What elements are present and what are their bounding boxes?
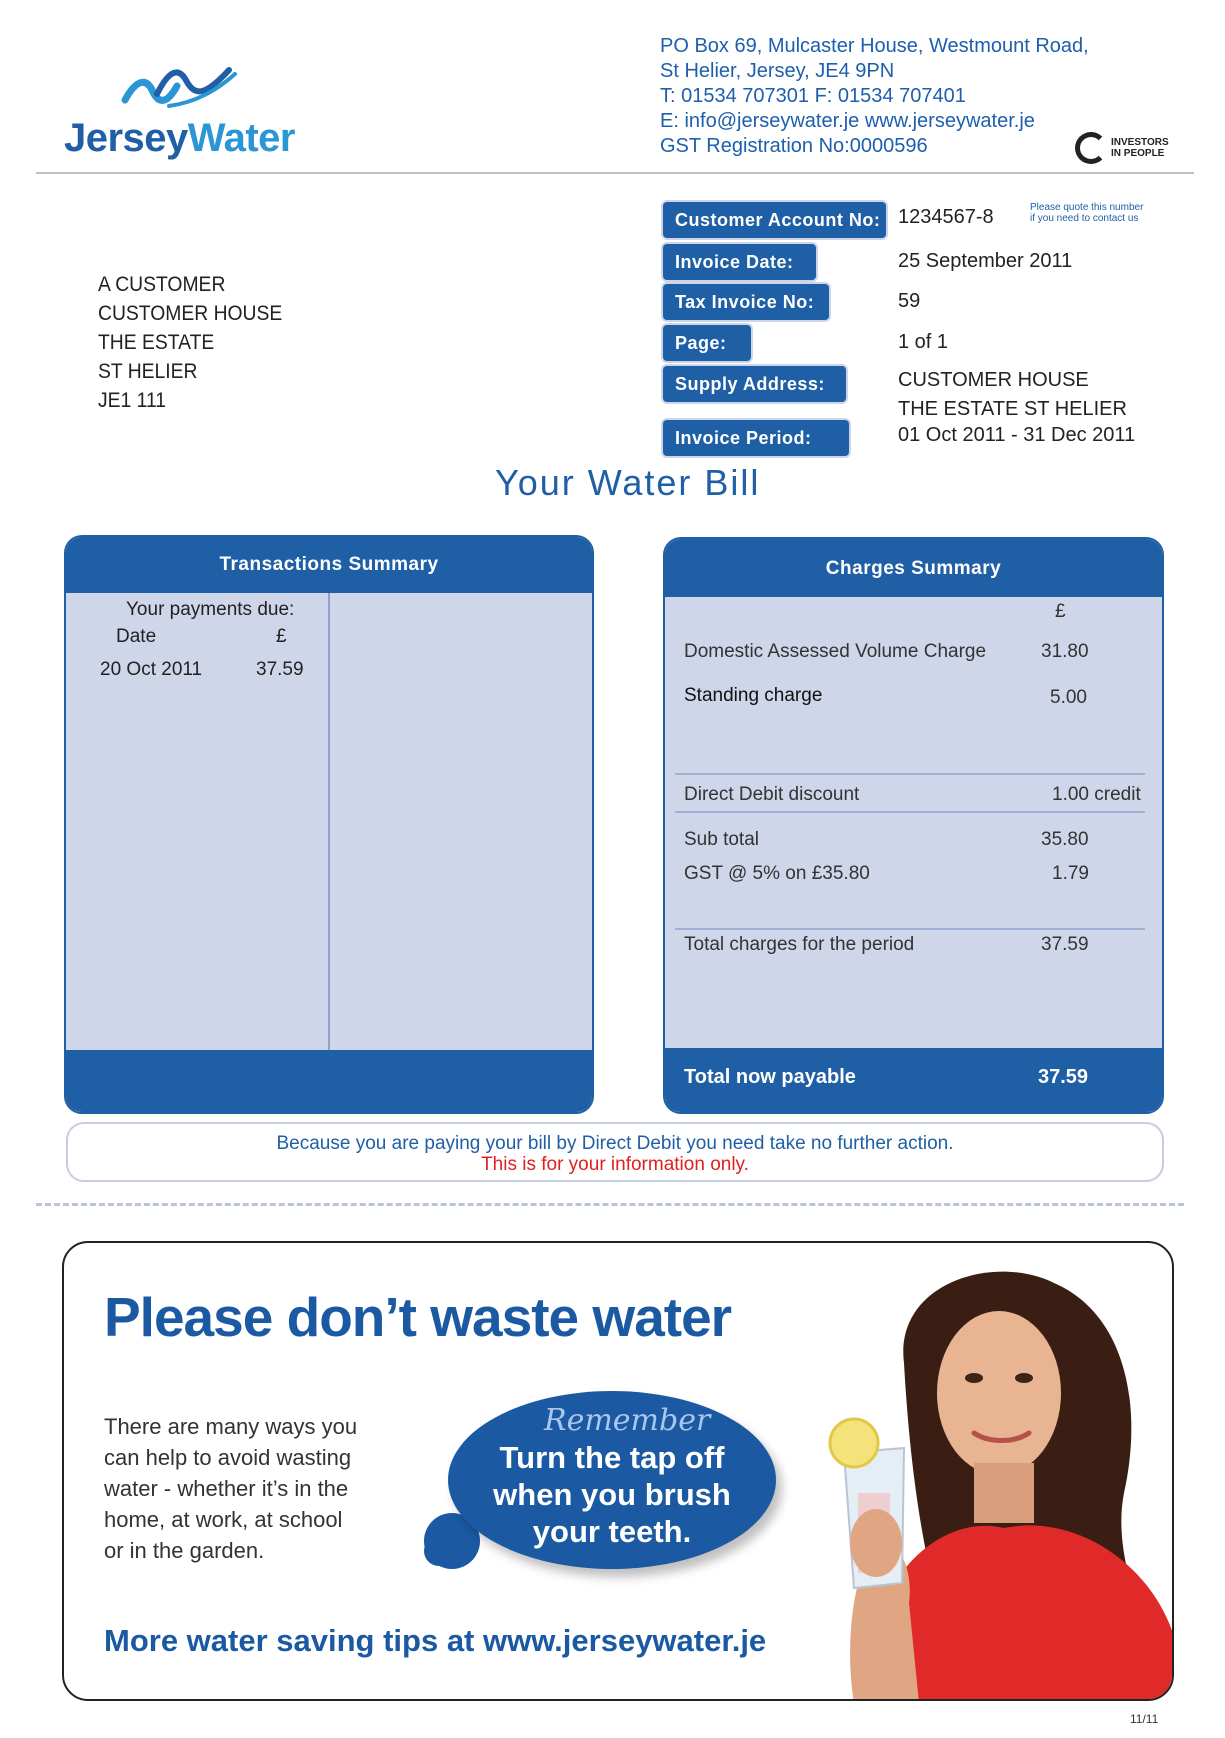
period-total-value: 37.59 xyxy=(1041,934,1089,955)
invoice-date-value: 25 September 2011 xyxy=(898,250,1073,272)
woman-photo-icon xyxy=(824,1243,1174,1701)
page-label: Page: xyxy=(663,325,751,361)
bubble-line: when you brush xyxy=(493,1477,731,1512)
currency-header: £ xyxy=(1055,601,1066,622)
charges-divider xyxy=(675,928,1145,930)
iip-line: IN PEOPLE xyxy=(1111,148,1165,159)
payments-due-label: Your payments due: xyxy=(126,599,295,620)
charges-divider xyxy=(675,811,1145,813)
period-total-label: Total charges for the period xyxy=(684,934,915,955)
invoice-period-label: Invoice Period: xyxy=(663,420,849,456)
supply-address-value xyxy=(898,366,1127,424)
address-line: THE ESTATE xyxy=(98,331,215,354)
total-payable-value: 37.59 xyxy=(1038,1066,1089,1088)
speech-bubble-text xyxy=(448,1439,776,1550)
address-line: A CUSTOMER xyxy=(98,273,226,296)
charges-summary-title: Charges Summary xyxy=(665,539,1162,597)
transactions-summary-panel xyxy=(64,535,594,1114)
address-line: ST HELIER xyxy=(98,360,198,383)
domestic-charge-label: Domestic Assessed Volume Charge xyxy=(684,641,987,662)
amount-column-header: £ xyxy=(276,626,287,647)
advert-footer-link: More water saving tips at www.jerseywater.je xyxy=(104,1623,767,1658)
total-payable-label: Total now payable xyxy=(684,1066,856,1088)
quote-note-line: if you need to contact us xyxy=(1030,213,1139,224)
recipient-address xyxy=(98,270,282,415)
tear-off-line xyxy=(36,1203,1184,1206)
payment-date: 20 Oct 2011 xyxy=(100,659,203,680)
page-reference: 11/11 xyxy=(1130,1712,1159,1726)
notice-line-2: This is for your information only. xyxy=(481,1154,749,1175)
tax-invoice-value: 59 xyxy=(898,290,921,312)
total-payable-bar xyxy=(665,1048,1162,1112)
contact-line: St Helier, Jersey, JE4 9PN xyxy=(660,60,895,82)
invoice-period-value: 01 Oct 2011 - 31 Dec 2011 xyxy=(898,424,1136,446)
advert-body-line: can help to avoid wasting xyxy=(104,1445,352,1470)
address-line: JE1 111 xyxy=(98,389,167,412)
account-number-value: 1234567-8 xyxy=(898,206,994,228)
direct-debit-label: Direct Debit discount xyxy=(684,784,860,805)
remember-script: Remember xyxy=(544,1403,711,1438)
quote-note-line: Please quote this number xyxy=(1030,202,1144,213)
advert-body-line: water - whether it’s in the xyxy=(104,1476,349,1501)
standing-charge-label: Standing charge xyxy=(684,685,823,706)
page-value: 1 of 1 xyxy=(898,331,949,353)
charges-summary-panel xyxy=(663,537,1164,1114)
payment-amount: 37.59 xyxy=(256,659,304,680)
logo-wordmark: JerseyWater xyxy=(64,116,295,160)
wave-logo-icon xyxy=(117,60,307,120)
invoice-date-label: Invoice Date: xyxy=(663,244,816,280)
iip-ring-icon xyxy=(1075,132,1107,164)
water-saving-advert xyxy=(62,1241,1174,1701)
account-number-label: Customer Account No: xyxy=(663,202,886,238)
quote-note xyxy=(1030,202,1143,224)
supply-address-line: THE ESTATE ST HELIER xyxy=(898,398,1127,420)
transactions-summary-footer xyxy=(66,1050,592,1112)
date-column-header: Date xyxy=(116,626,157,647)
notice-line-1: Because you are paying your bill by Direct Debit you need take no further action. xyxy=(276,1133,954,1154)
address-line: CUSTOMER HOUSE xyxy=(98,302,283,325)
gst-label: GST @ 5% on £35.80 xyxy=(684,863,870,884)
iip-line: INVESTORS xyxy=(1111,137,1169,148)
supply-address-label: Supply Address: xyxy=(663,366,846,402)
advert-body-line: There are many ways you xyxy=(104,1414,358,1439)
bubble-line: Turn the tap off xyxy=(499,1440,725,1475)
contact-line: PO Box 69, Mulcaster House, Westmount Road, xyxy=(660,35,1089,57)
subtotal-label: Sub total xyxy=(684,829,759,850)
contact-line: E: info@jerseywater.je www.jerseywater.je xyxy=(660,110,1035,132)
charges-divider xyxy=(675,773,1145,775)
bill-title: Your Water Bill xyxy=(495,462,761,503)
direct-debit-value: 1.00 credit xyxy=(1052,784,1141,805)
advert-body-line: home, at work, at school xyxy=(104,1507,343,1532)
domestic-charge-value: 31.80 xyxy=(1041,641,1089,662)
header-divider xyxy=(36,172,1194,174)
advert-body xyxy=(104,1411,404,1566)
company-contact xyxy=(660,34,1089,159)
standing-charge-value: 5.00 xyxy=(1050,687,1087,708)
bubble-line: your teeth. xyxy=(532,1514,692,1549)
advert-headline: Please don’t waste water xyxy=(104,1286,732,1348)
direct-debit-notice xyxy=(66,1122,1164,1182)
transactions-summary-title: Transactions Summary xyxy=(66,537,592,593)
jersey-water-logo xyxy=(62,60,332,170)
advert-body-line: or in the garden. xyxy=(104,1538,265,1563)
investors-in-people-badge xyxy=(1075,132,1169,164)
supply-address-line: CUSTOMER HOUSE xyxy=(898,369,1089,391)
contact-line: GST Registration No:0000596 xyxy=(660,135,928,157)
transactions-column-divider xyxy=(328,593,330,1050)
woman-drinking-water-photo xyxy=(824,1243,1174,1701)
gst-value: 1.79 xyxy=(1052,863,1089,884)
tax-invoice-label: Tax Invoice No: xyxy=(663,284,829,320)
subtotal-value: 35.80 xyxy=(1041,829,1089,850)
contact-line: T: 01534 707301 F: 01534 707401 xyxy=(660,85,966,107)
